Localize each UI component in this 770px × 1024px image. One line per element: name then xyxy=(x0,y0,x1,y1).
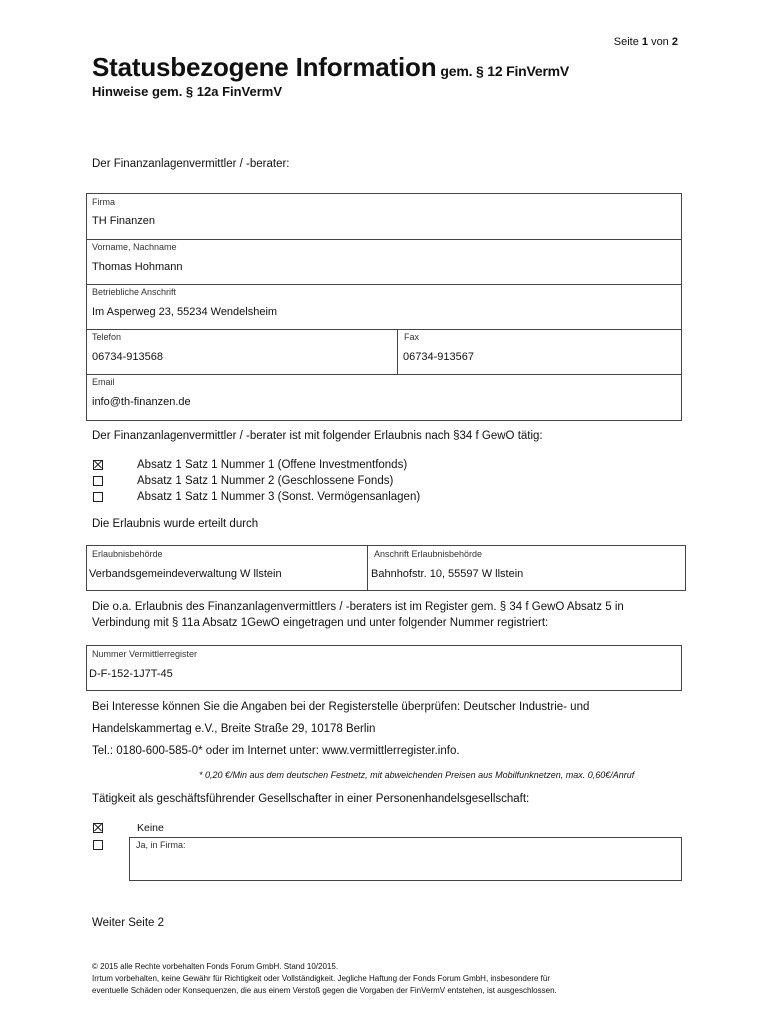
authority-box xyxy=(86,545,686,591)
partner-yes-checkbox[interactable] xyxy=(93,840,103,850)
page-total: 2 xyxy=(671,36,678,48)
fax-label: Fax xyxy=(404,332,420,342)
contact-box xyxy=(86,193,682,421)
fax-field[interactable]: 06734-913567 xyxy=(403,351,474,363)
permit-option-2-label: Absatz 1 Satz 1 Nummer 2 (Geschlossene Fonds) xyxy=(137,475,394,487)
page-prefix: Seite xyxy=(613,36,639,48)
phone-label: Telefon xyxy=(92,332,122,342)
partner-firm-box[interactable] xyxy=(129,837,682,881)
divider xyxy=(87,239,681,240)
authority-field[interactable]: Verbandsgemeindeverwaltung W llstein xyxy=(89,568,282,580)
page-title xyxy=(92,52,569,83)
divider xyxy=(87,284,681,285)
permit-option-2-checkbox[interactable] xyxy=(93,476,103,486)
title-suffix: gem. § 12 FinVermV xyxy=(440,63,570,79)
continue-note: Weiter Seite 2 xyxy=(92,917,165,929)
page-subtitle: Hinweise gem. § 12a FinVermV xyxy=(92,84,283,99)
name-label: Vorname, Nachname xyxy=(92,242,177,252)
name-field[interactable]: Thomas Hohmann xyxy=(92,261,183,273)
permit-option-1-label: Absatz 1 Satz 1 Nummer 1 (Offene Investmentfonds) xyxy=(137,459,408,471)
footer-line-3: eventuelle Schäden oder Konsequenzen, die aus einem Verstoß gegen die Vorgaben der FinVermV entstehen, ist ausgeschlossen. xyxy=(92,986,557,995)
register-number-label: Nummer Vermittlerregister xyxy=(92,649,198,659)
register-number-field[interactable]: D-F-152-1J7T-45 xyxy=(89,668,173,680)
partner-firm-label: Ja, in Firma: xyxy=(136,840,186,850)
check-text-line-1: Bei Interesse können Sie die Angaben bei der Registerstelle überprüfen: Deutscher Industrie- und xyxy=(92,701,590,713)
footer xyxy=(92,961,692,997)
footer-line-1: © 2015 alle Rechte vorbehalten Fonds Forum GmbH. Stand 10/2015. xyxy=(92,962,339,971)
partner-heading: Tätigkeit als geschäftsführender Gesellschafter in einer Personenhandelsgesellschaft: xyxy=(92,793,530,805)
page-separator: von xyxy=(651,36,669,48)
partner-none-checkbox[interactable] xyxy=(93,823,103,833)
page-number xyxy=(614,36,678,48)
granted-by-text: Die Erlaubnis wurde erteilt durch xyxy=(92,518,259,530)
footer-line-2: Irrtum vorbehalten, keine Gewähr für Richtigkeit oder Vollständigkeit. Jegliche Haftung der Fonds Forum GmbH, insbesondere für xyxy=(92,974,550,983)
partner-none-label: Keine xyxy=(137,822,164,834)
authority-label: Erlaubnisbehörde xyxy=(92,549,163,559)
register-text-line-1: Die o.a. Erlaubnis des Finanzanlagenvermittlers / -beraters ist im Register gem. § 34 f GewO Absatz 5 in xyxy=(92,601,624,613)
divider xyxy=(87,329,681,330)
authority-address-label: Anschrift Erlaubnisbehörde xyxy=(374,549,483,559)
authority-address-field[interactable]: Bahnhofstr. 10, 55597 W llstein xyxy=(371,568,524,580)
divider xyxy=(367,546,368,590)
intro-text: Der Finanzanlagenvermittler / -berater: xyxy=(92,158,290,170)
permit-heading: Der Finanzanlagenvermittler / -berater ist mit folgender Erlaubnis nach §34 f GewO tätig: xyxy=(92,430,543,442)
register-box xyxy=(86,645,682,691)
register-text-line-2: Verbindung mit § 11a Absatz 1GewO eingetragen und unter folgender Nummer registriert: xyxy=(92,617,549,629)
address-field[interactable]: Im Asperweg 23, 55234 Wendelsheim xyxy=(92,306,278,318)
divider xyxy=(87,374,681,375)
phone-field[interactable]: 06734-913568 xyxy=(92,351,163,363)
permit-option-3-checkbox[interactable] xyxy=(93,492,103,502)
title-main: Statusbezogene Information xyxy=(92,52,437,82)
permit-option-1-checkbox[interactable] xyxy=(93,460,103,470)
email-field[interactable]: info@th-finanzen.de xyxy=(92,396,191,408)
permit-option-3-label: Absatz 1 Satz 1 Nummer 3 (Sonst. Vermögensanlagen) xyxy=(137,491,421,503)
check-text-line-3: Tel.: 0180-600-585-0* oder im Internet unter: www.vermittlerregister.info. xyxy=(92,745,460,757)
page-current: 1 xyxy=(641,36,648,48)
address-label: Betriebliche Anschrift xyxy=(92,287,177,297)
price-footnote: * 0,20 €/Min aus dem deutschen Festnetz, mit abweichenden Preisen aus Mobilfunknetzen, max. 0,60€/Anruf xyxy=(199,770,635,780)
firma-field[interactable]: TH Finanzen xyxy=(92,215,155,227)
check-text-line-2: Handelskammertag e.V., Breite Straße 29, 10178 Berlin xyxy=(92,723,376,735)
divider xyxy=(397,329,398,374)
firma-label: Firma xyxy=(92,197,115,207)
email-label: Email xyxy=(92,377,115,387)
